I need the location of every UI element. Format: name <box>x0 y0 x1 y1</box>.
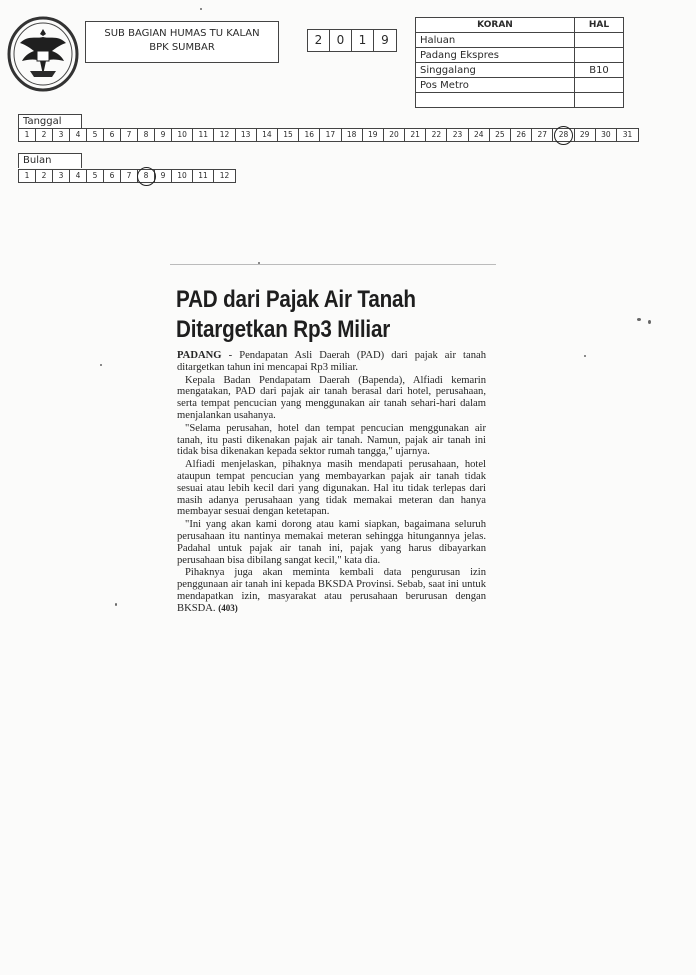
day-cell: 6 <box>104 129 121 141</box>
article-body <box>177 350 486 616</box>
koran-header: KORAN <box>416 18 575 33</box>
day-cell: 30 <box>596 129 617 141</box>
dateline: PADANG <box>177 350 222 361</box>
reporter-code: (403) <box>218 602 238 613</box>
hal-header: HAL <box>575 18 624 33</box>
table-row <box>416 48 624 63</box>
article-paragraph: "Ini yang akan kami dorong atau kami siapkan, bagaimana seluruh perusahaan itu nantinya memakai meteran sehingga hitungannya jelas. Padahal untuk pajak air tanah ini, pajak yang harus dibayarkan perusahaan bisa dibilang sangat kecil," kata dia. <box>177 519 486 566</box>
article-paragraph: Alfiadi menjelaskan, pihaknya masih mendapati perusahaan, hotel ataupun tempat pencucian yang membayarkan pajak air tanah tidak sesuai atau lebih kecil dari yang digunakan. Hal itu tidak terlepas dari masih adanya perusahaan yang tidak memakai meteran dan hanya membayar sesuai dengan ketetapan. <box>177 459 486 518</box>
day-cell: 8 <box>138 129 155 141</box>
day-cell: 1 <box>19 129 36 141</box>
scan-speck <box>200 8 202 10</box>
newspaper-table <box>415 17 624 108</box>
day-cell: 15 <box>278 129 299 141</box>
newspaper-name: Padang Ekspres <box>416 48 575 63</box>
year-digit: 2 <box>308 30 330 51</box>
table-row <box>416 93 624 108</box>
month-cell: 2 <box>36 170 53 182</box>
year-digit: 9 <box>381 33 389 47</box>
day-cell: 10 <box>172 129 193 141</box>
clipping-top-rule <box>170 264 496 265</box>
day-cell: 28 <box>553 129 574 141</box>
closing-text: Pihaknya juga akan meminta kembali data pengurusan izin penggunaan air tanah ini kepada BKSDA Provinsi. Sebab, saat ini untuk mendapatkan izin, masyarakat atau perusahaan berurusan dengan BKSDA. <box>177 567 486 614</box>
headline <box>176 285 434 345</box>
newspaper-name: Haluan <box>416 33 575 48</box>
day-cell: 23 <box>447 129 468 141</box>
article-paragraph: "Selama perusahan, hotel dan tempat pencucian menggunakan air tanah, itu pasti dikenakan pajak air tanah. Namun, pajak air tanah ini tidak bisa dikenakan kepada sektor rumah tangga," ujarnya. <box>177 422 486 458</box>
day-cell: 9 <box>155 129 172 141</box>
day-cell: 11 <box>193 129 214 141</box>
day-cell: 7 <box>121 129 138 141</box>
day-cell: 5 <box>87 129 104 141</box>
month-cell: 4 <box>70 170 87 182</box>
garuda-emblem-icon <box>6 15 80 93</box>
day-cell: 18 <box>342 129 363 141</box>
day-cell: 12 <box>214 129 235 141</box>
scan-speck <box>115 603 117 606</box>
month-cell: 12 <box>219 171 230 180</box>
day-cell: 26 <box>511 129 532 141</box>
article-paragraph <box>177 350 486 374</box>
month-cell: 3 <box>53 170 70 182</box>
month-strip <box>18 169 236 183</box>
day-cell: 27 <box>532 129 553 141</box>
day-cell: 31 <box>622 130 633 139</box>
page-number <box>575 93 624 108</box>
day-cell: 2 <box>36 129 53 141</box>
month-cell: 6 <box>104 170 121 182</box>
agency-line-1: SUB BAGIAN HUMAS TU KALAN <box>104 28 260 39</box>
article-paragraph: Kepala Badan Pendapatam Daerah (Bapenda), Alfiadi kemarin mengatakan, PAD dari pajak air tanah berasal dari hotel, perusahaan, serta tempat pencucian yang menggunakan air tanah sehari-hari dalam menjalankan usahanya. <box>177 374 486 421</box>
lead-text: - Pendapatan Asli Daerah (PAD) dari pajak air tanah ditargetkan tahun ini mencapai Rp3 miliar. <box>177 350 486 373</box>
scan-speck <box>637 318 641 321</box>
agency-name-box <box>85 21 279 63</box>
year-boxes <box>307 29 397 52</box>
day-cell: 17 <box>320 129 341 141</box>
day-cell: 4 <box>70 129 87 141</box>
scan-speck <box>258 262 260 264</box>
scan-speck <box>648 320 651 324</box>
day-cell: 29 <box>575 129 596 141</box>
day-cell: 3 <box>53 129 70 141</box>
day-cell: 16 <box>299 129 320 141</box>
tanggal-label: Tanggal <box>18 114 82 129</box>
scan-speck <box>100 364 102 366</box>
day-cell: 22 <box>426 129 447 141</box>
day-cell: 13 <box>236 129 257 141</box>
month-cell: 7 <box>121 170 138 182</box>
year-digit: 0 <box>330 30 352 51</box>
page-number <box>575 48 624 63</box>
newspaper-name: Singgalang <box>416 63 575 78</box>
month-cell: 5 <box>87 170 104 182</box>
bulan-label: Bulan <box>18 153 82 168</box>
day-cell: 24 <box>469 129 490 141</box>
month-cell: 11 <box>193 170 214 182</box>
page-number <box>575 33 624 48</box>
page-number <box>575 78 624 93</box>
headline-line-1: PAD dari Pajak Air Tanah <box>176 286 416 313</box>
newspaper-name: Pos Metro <box>416 78 575 93</box>
month-cell: 8 <box>138 170 155 182</box>
month-cell: 1 <box>19 170 36 182</box>
day-cell: 25 <box>490 129 511 141</box>
day-cell: 19 <box>363 129 384 141</box>
day-cell: 14 <box>257 129 278 141</box>
table-row <box>416 78 624 93</box>
article-paragraph <box>177 567 486 614</box>
page-number: B10 <box>575 63 624 78</box>
newspaper-name <box>416 93 575 108</box>
day-cell: 20 <box>384 129 405 141</box>
scan-speck <box>584 355 586 357</box>
year-digit: 1 <box>352 30 374 51</box>
table-row <box>416 63 624 78</box>
agency-line-2: BPK SUMBAR <box>149 42 215 53</box>
day-strip <box>18 128 639 142</box>
day-cell: 21 <box>405 129 426 141</box>
month-cell: 10 <box>172 170 193 182</box>
headline-line-2: Ditargetkan Rp3 Miliar <box>176 316 391 343</box>
month-cell: 9 <box>155 170 172 182</box>
table-row <box>416 33 624 48</box>
